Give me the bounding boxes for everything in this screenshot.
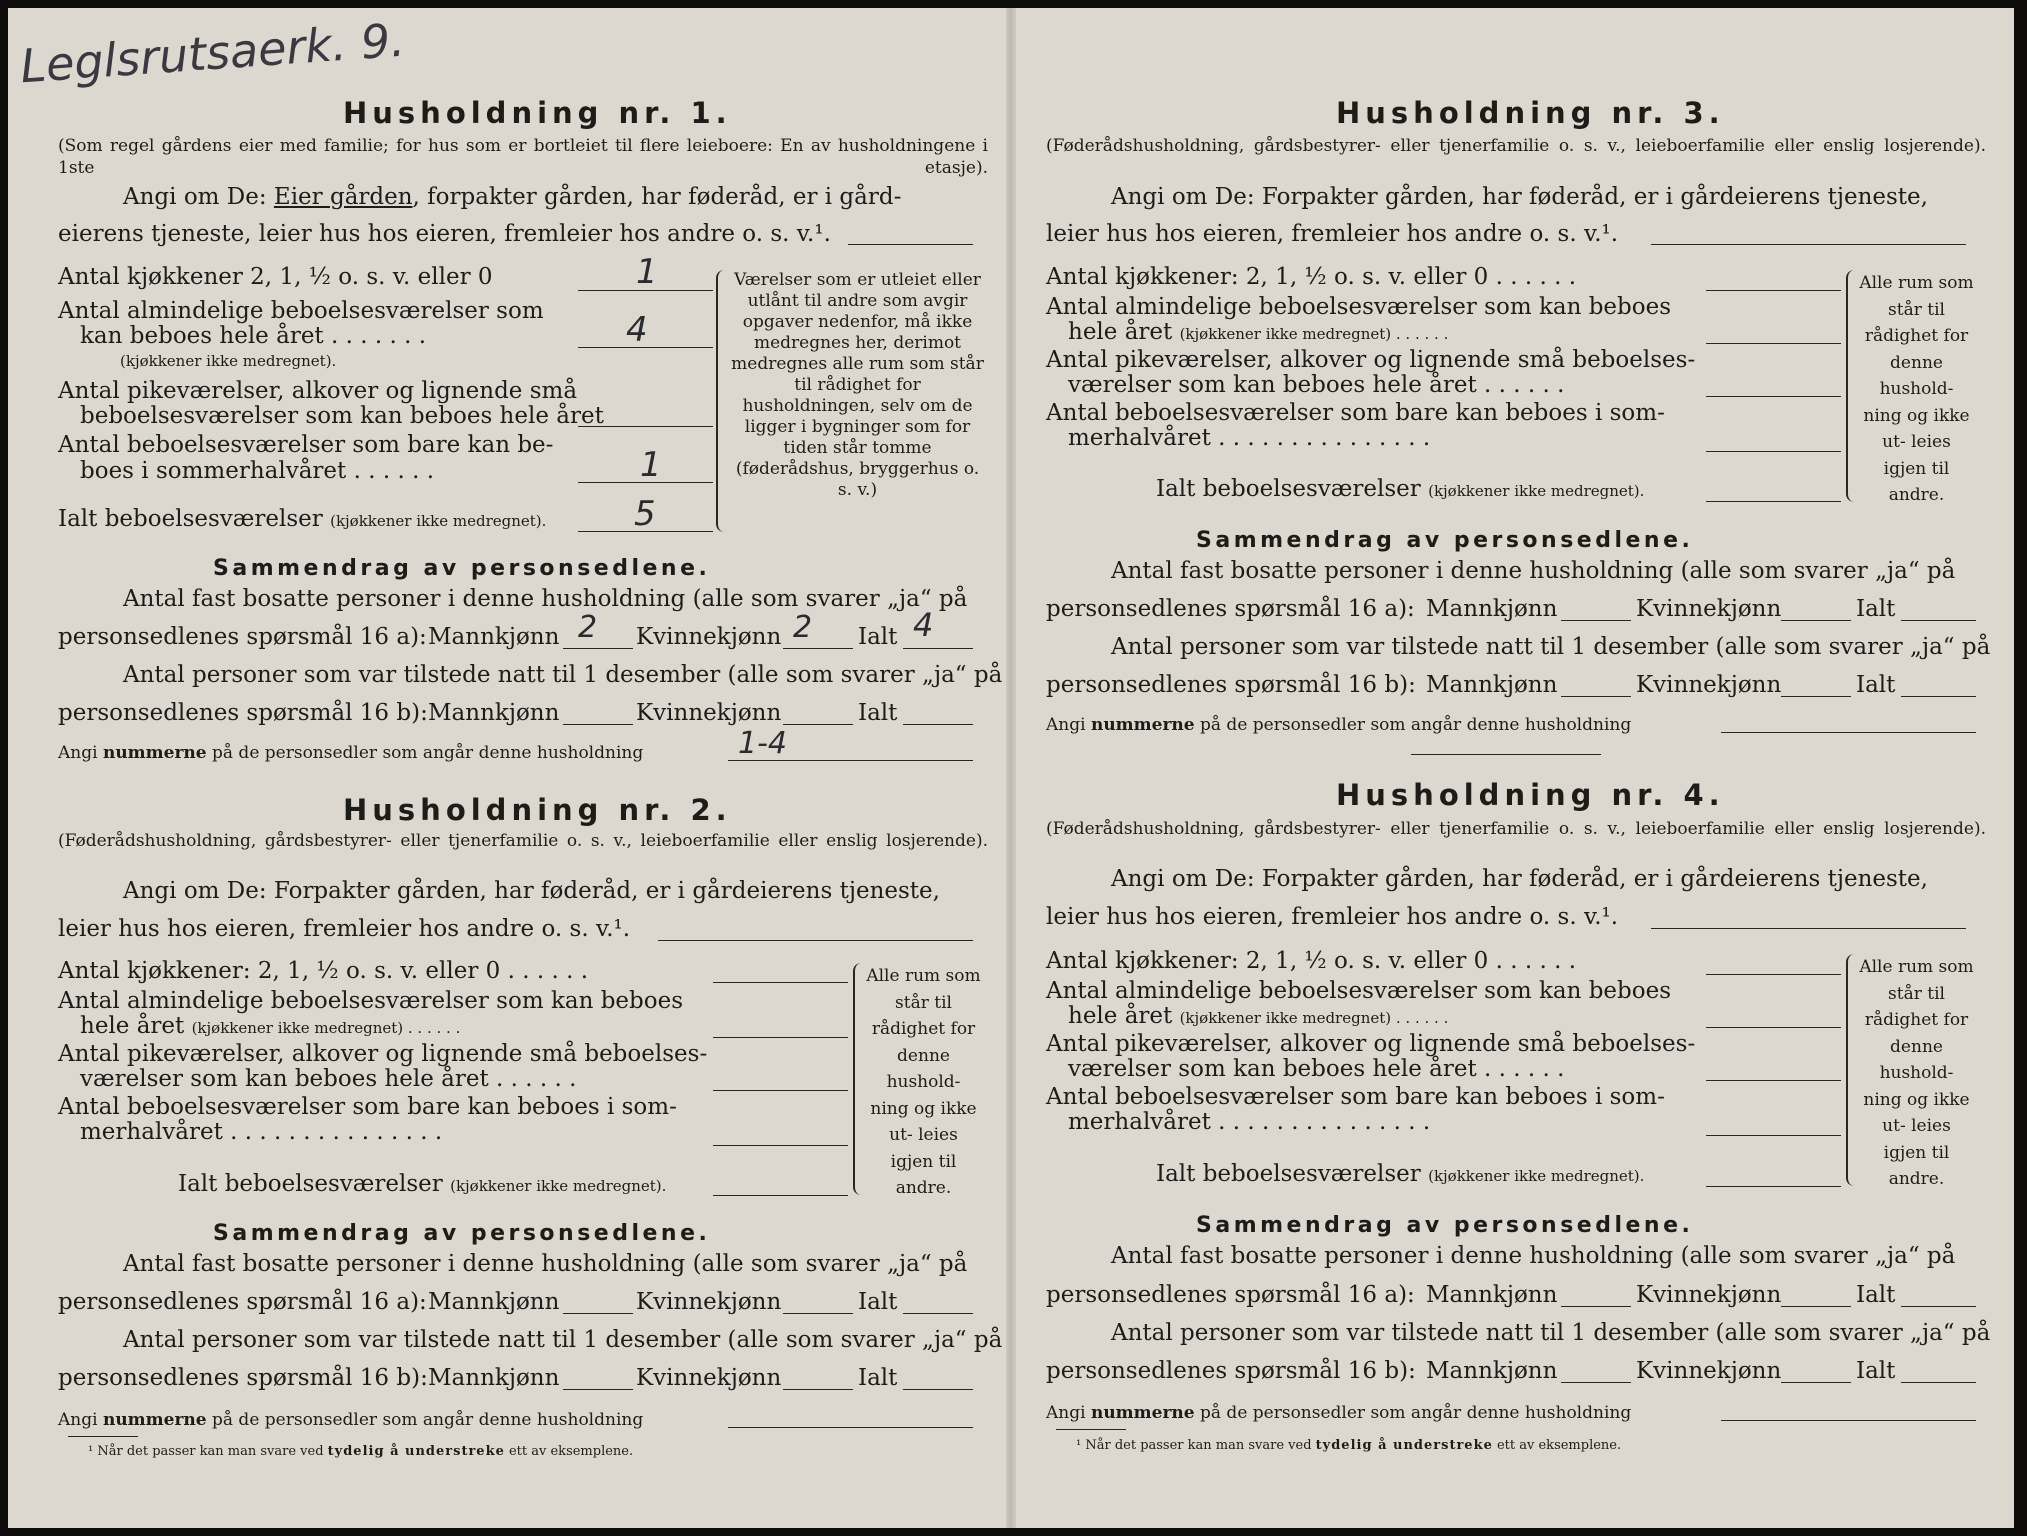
hh1-fast-kvinne-value: 2	[793, 610, 813, 645]
hh3-fast-a: Antal fast bosatte personer i denne husholdning (alle som svarer „ja“ på	[1111, 558, 1956, 584]
hh2-title: Husholdning nr. 2.	[343, 793, 732, 827]
hh3-tilstede-mann-label: Mannkjønn	[1426, 672, 1558, 698]
hh1-side-note: Værelser som er utleiet eller utlånt til andre som avgir opgaver nedenfor, må ikke medregnes her, derimot medregnes alle rum som står til rådighet for husholdningen, selv om de ligger i bygninger som for tiden står tomme (føderådshus, bryggerhus o. s. v.)	[731, 270, 984, 500]
hh3-angi-line2: leier hus hos eieren, fremleier hos andre o. s. v.¹.	[1046, 221, 1619, 247]
hh2-side-note: Alle rum som står til rådighet for denne hushold- ning og ikke ut- leies igjen til andre.	[866, 966, 981, 1198]
hh3-sommer-line	[1706, 451, 1841, 452]
hh1-fast-ialt-label: Ialt	[858, 624, 898, 650]
hh2-tilstede-mann-label: Mannkjønn	[428, 1365, 560, 1391]
hh4-pike-b: værelser som kan beboes hele året . . . . . .	[1068, 1056, 1565, 1082]
hh3-fast-mann-line	[1561, 620, 1631, 621]
left-page	[8, 8, 1008, 1528]
hh4-angi-line1: Angi om De: Forpakter gården, har føderåd, er i gårdeierens tjeneste,	[1111, 866, 1928, 892]
hh4-fast-mann-label: Mannkjønn	[1426, 1282, 1558, 1308]
hh3-tilstede-kvinne-label: Kvinnekjønn	[1636, 672, 1782, 698]
hh2-nummere-line	[728, 1427, 973, 1428]
hh2-fast-ialt-label: Ialt	[858, 1289, 898, 1315]
hh3-fast-kvinne-line	[1781, 620, 1851, 621]
hh4-nummere: Angi nummerne på de personsedler som angår denne husholdning	[1046, 1403, 1632, 1423]
hh4-footnote: ¹ Når det passer kan man svare ved tydelig å understreke ett av eksemplene.	[1076, 1438, 1622, 1453]
hh3-tilstede-a: Antal personer som var tilstede natt til 1 desember (alle som svarer „ja“ på	[1111, 634, 1991, 660]
hh2-fast-a: Antal fast bosatte personer i denne husholdning (alle som svarer „ja“ på	[123, 1251, 968, 1277]
hh1-ialt-label: Ialt beboelsesværelser (kjøkkener ikke medregnet).	[58, 506, 547, 532]
hh4-tilstede-b: personsedlenes spørsmål 16 b):	[1046, 1358, 1416, 1384]
hh4-sammendrag: Sammendrag av personsedlene.	[1196, 1213, 1694, 1238]
hh2-pike-b: værelser som kan beboes hele året . . . . . .	[80, 1066, 577, 1092]
hh3-fast-mann-label: Mannkjønn	[1426, 596, 1558, 622]
hh1-ialt-value: 5	[634, 494, 656, 534]
hh2-almindelige-line	[713, 1037, 848, 1038]
hh3-pike-a: Antal pikeværelser, alkover og lignende små beboelses-	[1046, 347, 1696, 373]
hh4-sommer-b: merhalvåret . . . . . . . . . . . . . . .	[1068, 1109, 1431, 1135]
hh2-fast-kvinne-label: Kvinnekjønn	[636, 1289, 782, 1315]
hh2-kjokken-line	[713, 982, 848, 983]
hh2-angi-answer-line	[658, 940, 973, 941]
hh1-fast-mann-line	[563, 648, 633, 649]
hh3-fast-ialt-line	[1901, 620, 1976, 621]
hh1-nummere-value: 1-4	[738, 726, 787, 761]
hh1-nummere: Angi nummerne på de personsedler som angår denne husholdning	[58, 743, 644, 763]
hh4-ialt-label: Ialt beboelsesværelser (kjøkkener ikke medregnet).	[1156, 1161, 1645, 1187]
hh2-sommer-a: Antal beboelsesværelser som bare kan beboes i som-	[58, 1094, 677, 1120]
hh1-almindelige-value: 4	[626, 310, 648, 350]
hh3-angi-answer-line	[1651, 244, 1966, 245]
hh4-nummere-line	[1721, 1420, 1976, 1421]
hh4-fast-a: Antal fast bosatte personer i denne husholdning (alle som svarer „ja“ på	[1111, 1243, 1956, 1269]
hh2-angi-line1: Angi om De: Forpakter gården, har føderåd, er i gårdeierens tjeneste,	[123, 878, 940, 904]
hh3-nummere-line	[1721, 732, 1976, 733]
hh1-tilstede-mann-line	[563, 724, 633, 725]
hh1-angi-line2: eierens tjeneste, leier hus hos eieren, fremleier hos andre o. s. v.¹.	[58, 221, 831, 247]
hh4-fast-kvinne-line	[1781, 1306, 1851, 1307]
hh2-note: (Føderådshusholdning, gårdsbestyrer- eller tjenerfamilie o. s. v., leieboerfamilie eller enslig losjerende).	[58, 831, 988, 851]
hh4-tilstede-mann-line	[1561, 1382, 1631, 1383]
hh2-fast-mann-label: Mannkjønn	[428, 1289, 560, 1315]
handwritten-stamp: Leglsrutsaerk. 9.	[18, 12, 407, 94]
hh1-sommer-value: 1	[640, 445, 662, 485]
hh2-kjokken-label: Antal kjøkkener: 2, 1, ½ o. s. v. eller 0 . . . . . .	[58, 958, 589, 984]
hh4-tilstede-a: Antal personer som var tilstede natt til 1 desember (alle som svarer „ja“ på	[1111, 1320, 1991, 1346]
hh4-tilstede-kvinne-label: Kvinnekjønn	[1636, 1358, 1782, 1384]
hh4-pike-line	[1706, 1080, 1841, 1081]
hh1-fast-mann-value: 2	[578, 610, 598, 645]
hh3-fast-b: personsedlenes spørsmål 16 a):	[1046, 596, 1415, 622]
hh3-pike-b: værelser som kan beboes hele året . . . . . .	[1068, 372, 1565, 398]
hh1-fast-a: Antal fast bosatte personer i denne husholdning (alle som svarer „ja“ på	[123, 586, 968, 612]
hh3-tilstede-kvinne-line	[1781, 696, 1851, 697]
hh2-almindelige-b: hele året (kjøkkener ikke medregnet) . . . . . .	[80, 1013, 461, 1039]
hh3-tilstede-b: personsedlenes spørsmål 16 b):	[1046, 672, 1416, 698]
hh2-fast-b: personsedlenes spørsmål 16 a):	[58, 1289, 427, 1315]
hh1-fast-mann-label: Mannkjønn	[428, 624, 560, 650]
hh1-tilstede-kvinne-label: Kvinnekjønn	[636, 700, 782, 726]
hh3-tilstede-ialt-label: Ialt	[1856, 672, 1896, 698]
hh3-brace	[1846, 270, 1856, 502]
hh1-tilstede-a: Antal personer som var tilstede natt til 1 desember (alle som svarer „ja“ på	[123, 662, 1003, 688]
hh2-tilstede-kvinne-label: Kvinnekjønn	[636, 1365, 782, 1391]
hh2-almindelige-a: Antal almindelige beboelsesværelser som kan beboes	[58, 988, 684, 1014]
hh2-pike-a: Antal pikeværelser, alkover og lignende små beboelses-	[58, 1041, 708, 1067]
hh2-brace	[853, 963, 863, 1195]
hh4-fast-ialt-line	[1901, 1306, 1976, 1307]
hh3-tilstede-mann-line	[1561, 696, 1631, 697]
hh4-pike-a: Antal pikeværelser, alkover og lignende små beboelses-	[1046, 1031, 1696, 1057]
hh4-kjokken-line	[1706, 974, 1841, 975]
hh2-tilstede-b: personsedlenes spørsmål 16 b):	[58, 1365, 428, 1391]
hh2-ialt-label: Ialt beboelsesværelser (kjøkkener ikke medregnet).	[178, 1171, 667, 1197]
hh1-fast-ialt-line	[903, 648, 973, 649]
hh2-sommer-b: merhalvåret . . . . . . . . . . . . . . .	[80, 1119, 443, 1145]
hh3-pike-line	[1706, 396, 1841, 397]
hh3-note: (Føderådshusholdning, gårdsbestyrer- eller tjenerfamilie o. s. v., leieboerfamilie eller enslig losjerende).	[1046, 136, 1986, 156]
hh1-fast-kvinne-line	[783, 648, 853, 649]
hh4-sommer-a: Antal beboelsesværelser som bare kan beboes i som-	[1046, 1084, 1665, 1110]
right-page	[1011, 8, 2011, 1528]
hh1-sommer-b: boes i sommerhalvåret . . . . . .	[80, 458, 435, 484]
hh2-footnote: ¹ Når det passer kan man svare ved tydelig å understreke ett av eksemplene.	[88, 1444, 634, 1459]
hh3-fast-ialt-label: Ialt	[1856, 596, 1896, 622]
hh1-title: Husholdning nr. 1.	[343, 96, 732, 130]
hh3-nummere: Angi nummerne på de personsedler som angår denne husholdning	[1046, 715, 1632, 735]
hh4-footnote-rule	[1056, 1429, 1126, 1430]
hh4-almindelige-a: Antal almindelige beboelsesværelser som kan beboes	[1046, 978, 1672, 1004]
hh4-title: Husholdning nr. 4.	[1336, 778, 1725, 812]
hh3-almindelige-a: Antal almindelige beboelsesværelser som kan beboes	[1046, 294, 1672, 320]
hh4-fast-ialt-label: Ialt	[1856, 1282, 1896, 1308]
hh3-sommer-a: Antal beboelsesværelser som bare kan beboes i som-	[1046, 400, 1665, 426]
hh2-sommer-line	[713, 1145, 848, 1146]
hh4-almindelige-line	[1706, 1027, 1841, 1028]
hh1-tilstede-b: personsedlenes spørsmål 16 b):	[58, 700, 428, 726]
hh1-note: (Som regel gårdens eier med familie; for hus som er bortleiet til flere leieboere: En av husholdningene i 1ste etasje).	[58, 136, 988, 178]
hh4-tilstede-ialt-label: Ialt	[1856, 1358, 1896, 1384]
hh1-fast-ialt-value: 4	[913, 606, 934, 644]
hh3-angi-line1: Angi om De: Forpakter gården, har føderåd, er i gårdeierens tjeneste,	[1111, 184, 1928, 210]
hh2-tilstede-ialt-line	[903, 1389, 973, 1390]
hh3-tilstede-ialt-line	[1901, 696, 1976, 697]
hh2-tilstede-ialt-label: Ialt	[858, 1365, 898, 1391]
hh2-tilstede-kvinne-line	[783, 1389, 853, 1390]
hh3-sammendrag: Sammendrag av personsedlene.	[1196, 528, 1694, 553]
hh2-fast-kvinne-line	[783, 1313, 853, 1314]
hh4-tilstede-kvinne-line	[1781, 1382, 1851, 1383]
hh2-tilstede-mann-line	[563, 1389, 633, 1390]
hh4-fast-mann-line	[1561, 1306, 1631, 1307]
hh4-side-note: Alle rum som står til rådighet for denne hushold- ning og ikke ut- leies igjen til andre.	[1859, 957, 1974, 1189]
census-form-sheet	[8, 8, 2014, 1528]
hh3-kjokken-label: Antal kjøkkener: 2, 1, ½ o. s. v. eller 0 . . . . . .	[1046, 264, 1577, 290]
hh2-ialt-line	[713, 1195, 848, 1196]
hh4-brace	[1846, 954, 1856, 1186]
hh1-tilstede-mann-label: Mannkjønn	[428, 700, 560, 726]
hh1-angi-answer-line	[848, 244, 973, 245]
hh2-fast-mann-line	[563, 1313, 633, 1314]
hh2-tilstede-a: Antal personer som var tilstede natt til 1 desember (alle som svarer „ja“ på	[123, 1327, 1003, 1353]
hh3-separator-rule	[1411, 754, 1601, 755]
hh1-pike-b: beboelsesværelser som kan beboes hele året	[80, 403, 604, 429]
hh1-almindelige-a: Antal almindelige beboelsesværelser som	[58, 298, 544, 324]
hh4-angi-answer-line	[1651, 928, 1966, 929]
hh4-ialt-line	[1706, 1186, 1841, 1187]
hh1-sammendrag: Sammendrag av personsedlene.	[213, 556, 711, 581]
hh4-fast-kvinne-label: Kvinnekjønn	[1636, 1282, 1782, 1308]
hh3-kjokken-line	[1706, 290, 1841, 291]
hh4-kjokken-label: Antal kjøkkener: 2, 1, ½ o. s. v. eller 0 . . . . . .	[1046, 948, 1577, 974]
hh2-angi-line2: leier hus hos eieren, fremleier hos andre o. s. v.¹.	[58, 916, 631, 942]
hh3-almindelige-b: hele året (kjøkkener ikke medregnet) . . . . . .	[1068, 319, 1449, 345]
hh1-tilstede-ialt-line	[903, 724, 973, 725]
hh1-tilstede-ialt-label: Ialt	[858, 700, 898, 726]
hh1-brace	[716, 270, 726, 532]
hh3-ialt-line	[1706, 501, 1841, 502]
hh2-sammendrag: Sammendrag av personsedlene.	[213, 1221, 711, 1246]
hh3-fast-kvinne-label: Kvinnekjønn	[1636, 596, 1782, 622]
hh2-pike-line	[713, 1090, 848, 1091]
hh3-ialt-label: Ialt beboelsesværelser (kjøkkener ikke medregnet).	[1156, 476, 1645, 502]
hh1-kjokken-value: 1	[636, 252, 658, 292]
hh4-note: (Føderådshusholdning, gårdsbestyrer- eller tjenerfamilie o. s. v., leieboerfamilie eller enslig losjerende).	[1046, 819, 1986, 839]
hh2-nummere: Angi nummerne på de personsedler som angår denne husholdning	[58, 1410, 644, 1430]
hh2-footnote-rule	[68, 1436, 138, 1437]
hh4-angi-line2: leier hus hos eieren, fremleier hos andre o. s. v.¹.	[1046, 904, 1619, 930]
hh3-side-note: Alle rum som står til rådighet for denne hushold- ning og ikke ut- leies igjen til andre.	[1859, 273, 1974, 505]
hh4-tilstede-mann-label: Mannkjønn	[1426, 1358, 1558, 1384]
hh3-title: Husholdning nr. 3.	[1336, 96, 1725, 130]
hh3-sommer-b: merhalvåret . . . . . . . . . . . . . . .	[1068, 425, 1431, 451]
hh1-fast-b: personsedlenes spørsmål 16 a):	[58, 624, 427, 650]
hh1-sommer-a: Antal beboelsesværelser som bare kan be-	[58, 432, 554, 458]
hh1-pike-line	[578, 426, 713, 427]
hh1-fast-kvinne-label: Kvinnekjønn	[636, 624, 782, 650]
hh4-almindelige-b: hele året (kjøkkener ikke medregnet) . . . . . .	[1068, 1003, 1449, 1029]
hh1-angi-line1: Angi om De: Eier gården, forpakter gården, har føderåd, er i gård-	[123, 184, 902, 210]
hh1-pike-a: Antal pikeværelser, alkover og lignende små	[58, 378, 578, 404]
hh1-almindelige-c: (kjøkkener ikke medregnet).	[120, 352, 337, 370]
hh3-almindelige-line	[1706, 343, 1841, 344]
hh4-tilstede-ialt-line	[1901, 1382, 1976, 1383]
hh2-fast-ialt-line	[903, 1313, 973, 1314]
hh1-almindelige-b: kan beboes hele året . . . . . . .	[80, 323, 427, 349]
hh1-kjokken-label: Antal kjøkkener 2, 1, ½ o. s. v. eller 0	[58, 264, 493, 290]
hh1-tilstede-kvinne-line	[783, 724, 853, 725]
hh4-sommer-line	[1706, 1135, 1841, 1136]
hh4-fast-b: personsedlenes spørsmål 16 a):	[1046, 1282, 1415, 1308]
hh1-eier-underlined: Eier gården	[273, 184, 413, 210]
